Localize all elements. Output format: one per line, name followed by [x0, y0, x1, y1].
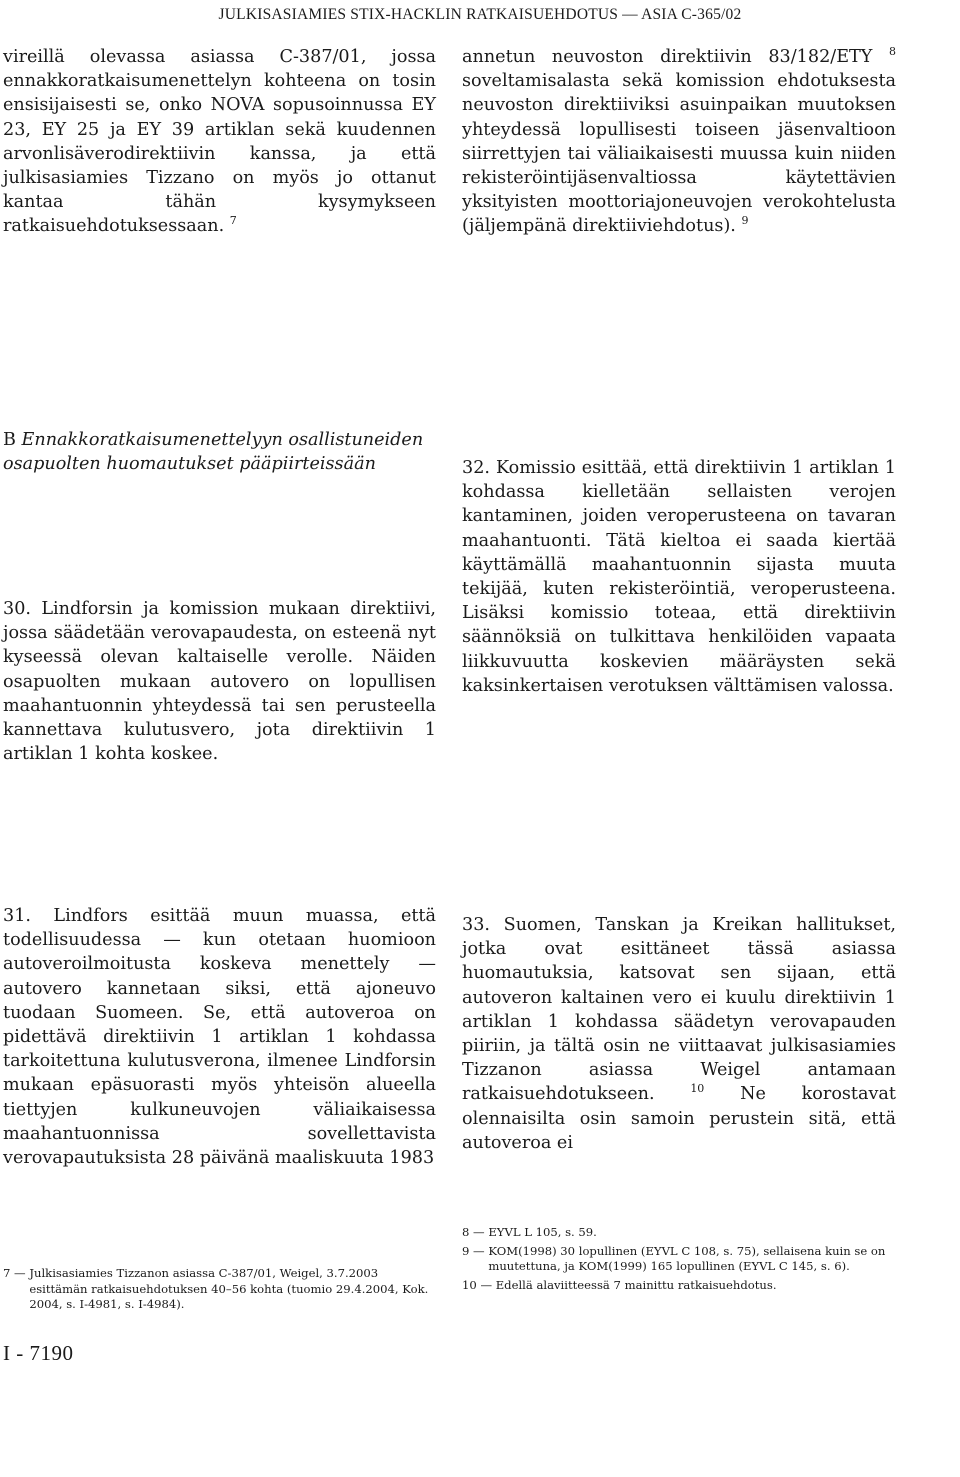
continuation-left	[3, 45, 436, 239]
continuation-text-a: annetun neuvoston direktiivin 83/182/ETY	[462, 47, 873, 67]
continuation-text-b: soveltamisalasta sekä komission ehdotuksesta neuvoston direktiiviksi asuinpaikan muutoksen yhteydessä lopullisesti toiseen jäsenvaltioon siirrettyjen tai väliaikaisesti muussa kuin niiden rekisteröintijäsenvaltiossa käytettävien yksityisten moottoriajoneuvojen verokohtelusta (jäljempänä direktiiviehdotus).	[462, 71, 896, 237]
footnote-text: KOM(1998) 30 lopullinen (EYVL C 108, s. 75), sellaisena kuin se on muutettuna, ja KOM(1999) 165 lopullinen (EYVL C 145, s. 6).	[488, 1243, 886, 1273]
footnote-10	[462, 1278, 898, 1294]
footnote-9	[462, 1244, 898, 1275]
paragraph-text-a: Suomen, Tanskan ja Kreikan hallitukset, jotka ovat esittäneet tässä asiassa huomautuksia, katsovat sen sijaan, että autoveron kaltainen vero ei kuulu direktiivin 1 artiklan 1 kohdassa säädetyn verovapauden piiriin, ja tältä osin ne viittaavat julkisasiamies Tizzanon asiassa Weigel antamaan ratkaisuehdotukseen.	[462, 915, 896, 1105]
footnote-text: EYVL L 105, s. 59.	[488, 1225, 597, 1239]
footnote-ref-8: 8	[889, 45, 897, 59]
continuation-text: vireillä olevassa asiassa C-387/01, jossa ennakkoratkaisumenettelyn kohteena on tosin ensisijaisesti se, onko NOVA sopusoinnussa EY 23, EY 25 ja EY 39 artiklan sekä kuudennen arvonlisäverodirektiivin kanssa, ja että julkisasiamies Tizzano on myös jo ottanut kantaa tähän kysymykseen ratkaisuehdotuksessaan.	[3, 47, 436, 237]
paragraph-number: 31.	[3, 906, 31, 926]
running-header: JULKISASIAMIES STIX-HACKLIN RATKAISUEHDOTUS — ASIA C-365/02	[218, 6, 742, 23]
paragraph-number: 32.	[462, 458, 490, 478]
paragraph-number: 33.	[462, 915, 490, 935]
footnote-number: 8 —	[462, 1225, 489, 1239]
page-number: I - 7190	[3, 1341, 74, 1365]
footnote-ref-7: 7	[229, 214, 237, 228]
paragraph-31	[3, 904, 436, 1170]
footnote-number: 7 —	[3, 1266, 30, 1280]
paragraph-32	[462, 456, 896, 698]
paragraph-30	[3, 597, 436, 766]
footnote-8	[462, 1225, 898, 1241]
paragraph-33	[462, 913, 896, 1155]
footnote-text: Julkisasiamies Tizzanon asiassa C-387/01, Weigel, 3.7.2003 esittämän ratkaisuehdotuksen 40–56 kohta (tuomio 29.4.2004, Kok. 2004, s. I-4981, s. I-4984).	[29, 1266, 429, 1311]
footnote-7	[3, 1266, 433, 1313]
section-heading	[3, 428, 433, 476]
continuation-right	[462, 45, 896, 239]
paragraph-text-b: Ne korostavat olennaisilta osin samoin perustein sitä, että autoveroa ei	[462, 1084, 896, 1153]
paragraph-text: Lindforsin ja komission mukaan direktiivi, jossa säädetään verovapaudesta, on esteenä nyt kyseessä olevan kaltaiselle verolle. Näiden osapuolten mukaan autovero on lopullisen maahantuonnin yhteydessä tai sen perusteella kannettava kulutusvero, jota direktiivin 1 artiklan 1 kohta koskee.	[3, 599, 437, 765]
footnote-text: Edellä alaviitteessä 7 mainittu ratkaisuehdotus.	[495, 1277, 777, 1292]
footnote-ref-10: 10	[690, 1082, 705, 1096]
footnotes-right	[462, 1225, 898, 1293]
paragraph-text: Komissio esittää, että direktiivin 1 artiklan 1 kohdassa kielletään sellaisten verojen kantaminen, joiden veroperusteena on tavaran maahantuonti. Tätä kieltoa ei saada kiertää käyttämällä maahantuonnin sijasta muuta tekijää, kuten rekisteröintiä, veroperusteena. Lisäksi komissio toteaa, että direktiivin säännöksiä on tulkittava henkilöiden vapaata liikkuvuutta koskevien määräysten sekä kaksinkertaisen verotuksen välttämisen valossa.	[462, 458, 896, 696]
paragraph-text: Lindfors esittää muun muassa, että todellisuudessa — kun otetaan huomioon autoveroilmoitusta koskeva menettely — autovero kannetaan siksi, että ajoneuvo tuodaan Suomeen. Se, että autoveroa on pidettävä direktiivin 1 artiklan 1 kohdassa tarkoitettuna kulutusverona, ilmenee Lindforsin mukaan epäsuorasti myös yhteisön alueella tiettyjen kulkuneuvojen väliaikaisessa maahantuonnissa sovellettavista verovapautuksista 28 päivänä maaliskuuta 1983	[3, 906, 436, 1169]
section-title: Ennakkoratkaisumenettelyyn osallistuneiden osapuolten huomautukset pääpiirteissään	[3, 430, 424, 475]
section-letter: B	[3, 430, 16, 450]
footnote-number: 10 —	[462, 1277, 496, 1292]
paragraph-number: 30.	[3, 599, 31, 619]
footnote-ref-9: 9	[741, 214, 749, 228]
footnote-number: 9 —	[462, 1243, 489, 1258]
